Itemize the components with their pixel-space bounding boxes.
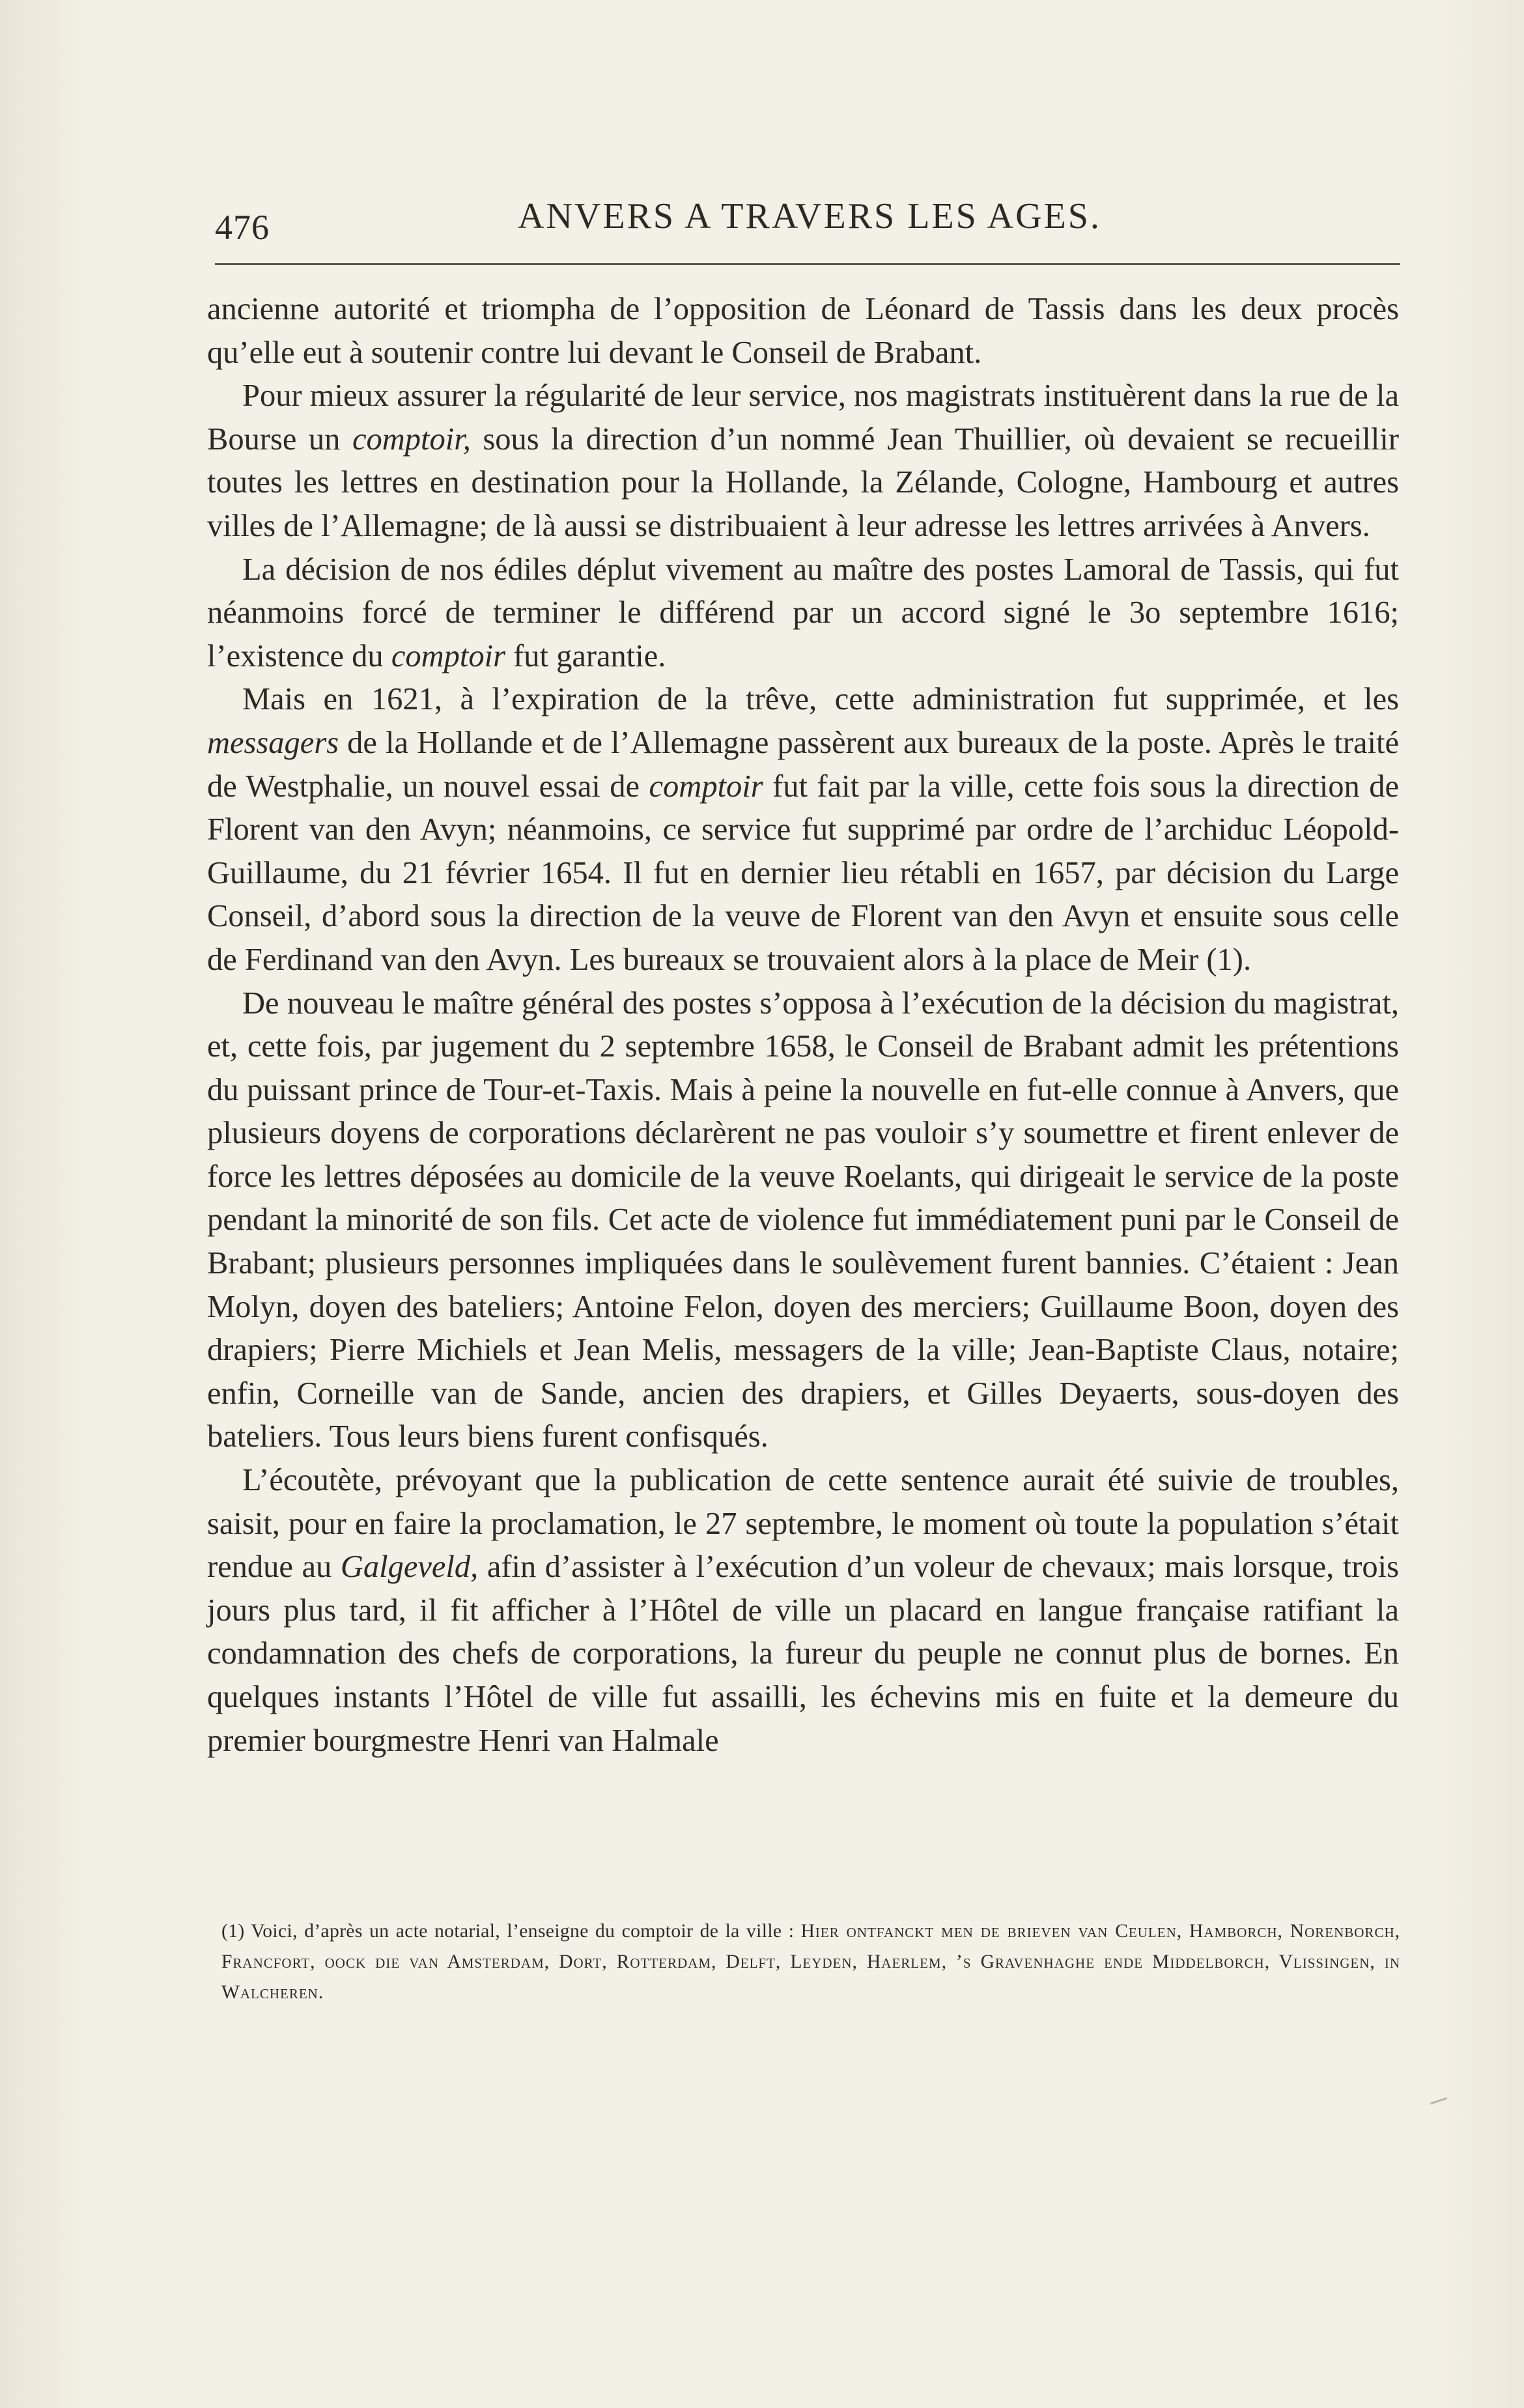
italic-comptoir-2: comptoir (391, 638, 505, 673)
footnote (221, 1916, 1400, 2008)
paragraph-2-text-b: sous la direction d’un nommé Jean Thuillier, où devaient se recueillir toutes les lettres en destination pour la Hollande, la Zélande, Cologne, Hambourg et autres villes de l’Allemagne; de là aussi se distribuaient à leur adresse les lettres arrivées à Anvers. (207, 421, 1399, 543)
paragraph-3-text-b: fut garantie. (505, 638, 666, 673)
paragraph-2 (207, 375, 1399, 548)
paragraph-4 (207, 678, 1399, 982)
paragraph-5-text: De nouveau le maître général des postes s’opposa à l’exécution de la décision du magistrat, et, cette fois, par jugement du 2 septembre 1658, le Conseil de Brabant admit les prétentions du puissant prince de Tour-et-Taxis. Mais à peine la nouvelle en fut-elle connue à Anvers, que plusieurs doyens de corporations déclarèrent ne pas vouloir s’y soumettre et firent enlever de force les lettres déposées au domicile de la veuve Roelants, qui dirigeait le service de la poste pendant la minorité de son fils. Cet acte de violence fut immédiatement puni par le Conseil de Brabant; plusieurs personnes impliquées dans le soulèvement furent bannies. C’étaient : Jean Molyn, doyen des bateliers; Antoine Felon, doyen des merciers; Guillaume Boon, doyen des drapiers; Pierre Michiels et Jean Melis, messagers de la ville; Jean-Baptiste Claus, notaire; enfin, Corneille van de Sande, ancien des drapiers, et Gilles Deyaerts, sous-doyen des bateliers. Tous leurs biens furent confisqués. (207, 985, 1399, 1454)
body-text (207, 288, 1399, 1763)
paper-mark (1430, 2097, 1447, 2104)
header-rule (215, 263, 1400, 265)
footnote-intro: (1) Voici, d’après un acte notarial, l’enseigne du comptoir de la ville : (221, 1921, 801, 1942)
paragraph-3-text-a: La décision de nos édiles déplut vivement au maître des postes Lamoral de Tassis, qui fut néanmoins forcé de terminer le différend par un accord signé le 3o septembre 1616; l’existence du (207, 552, 1399, 673)
italic-comptoir-3: comptoir (649, 769, 763, 804)
italic-comptoir-1: comptoir, (352, 421, 471, 457)
paragraph-4-text-c: fut fait par la ville, cette fois sous la direction de Florent van den Avyn; néanmoins, ce service fut supprimé par ordre de l’archiduc Léopold-Guillaume, du 21 février 1654. Il fut en dernier lieu rétabli en 1657, par décision du Large Conseil, d’abord sous la direction de la veuve de Florent van den Avyn et ensuite sous celle de Ferdinand van den Avyn. Les bureaux se trouvaient alors à la place de Meir (1). (207, 769, 1399, 977)
paragraph-5 (207, 982, 1399, 1460)
paragraph-6 (207, 1459, 1399, 1763)
running-head (215, 195, 1400, 254)
paragraph-3 (207, 548, 1399, 679)
paragraph-1 (207, 288, 1399, 375)
paragraph-4-text-b: de la Hollande et de l’Allemagne passèrent aux bureaux de la poste. Après le traité de Westphalie, un nouvel essai de (207, 725, 1399, 804)
italic-messagers: messagers (207, 725, 339, 760)
page-number: 476 (215, 208, 270, 247)
paragraph-6-text-a: L’écoutète, prévoyant que la publication de cette sentence aurait été suivie de troubles, saisit, pour en faire la proclamation, le 27 septembre, le moment où toute la population s’était rendue au (207, 1463, 1399, 1585)
running-title: ANVERS A TRAVERS LES AGES. (518, 196, 1101, 236)
paragraph-1-text: ancienne autorité et triompha de l’opposition de Léonard de Tassis dans les deux procès qu’elle eut à soutenir contre lui devant le Conseil de Brabant. (207, 292, 1399, 370)
paragraph-4-text-a: Mais en 1621, à l’expiration de la trêve, cette administration fut supprimée, et les (242, 682, 1399, 717)
paragraph-6-text-b: afin d’assister à l’exécution d’un voleur de chevaux; mais lorsque, trois jours plus tard, il fit afficher à l’Hôtel de ville un placard en langue française ratifiant la condamnation des chefs de corporations, la fureur du peuple ne connut plus de bornes. En quelques instants l’Hôtel de ville fut assailli, les échevins mis en fuite et la demeure du premier bourgmestre Henri van Halmale (207, 1550, 1399, 1758)
paragraph-2-text-a: Pour mieux assurer la régularité de leur service, nos magistrats instituèrent dans la rue de la Bourse un (207, 378, 1399, 457)
italic-galgeveld: Galgeveld, (340, 1550, 479, 1585)
footnote-sign-text: Hier ontfanckt men de brieven van Ceulen, Hamborch, Norenborch, Francfort, oock die van Amsterdam, Dort, Rotterdam, Delft, Leyden, Haerlem, ’s Gravenhaghe ende Middelborch, Vlissingen, in Walcheren. (221, 1921, 1400, 2003)
